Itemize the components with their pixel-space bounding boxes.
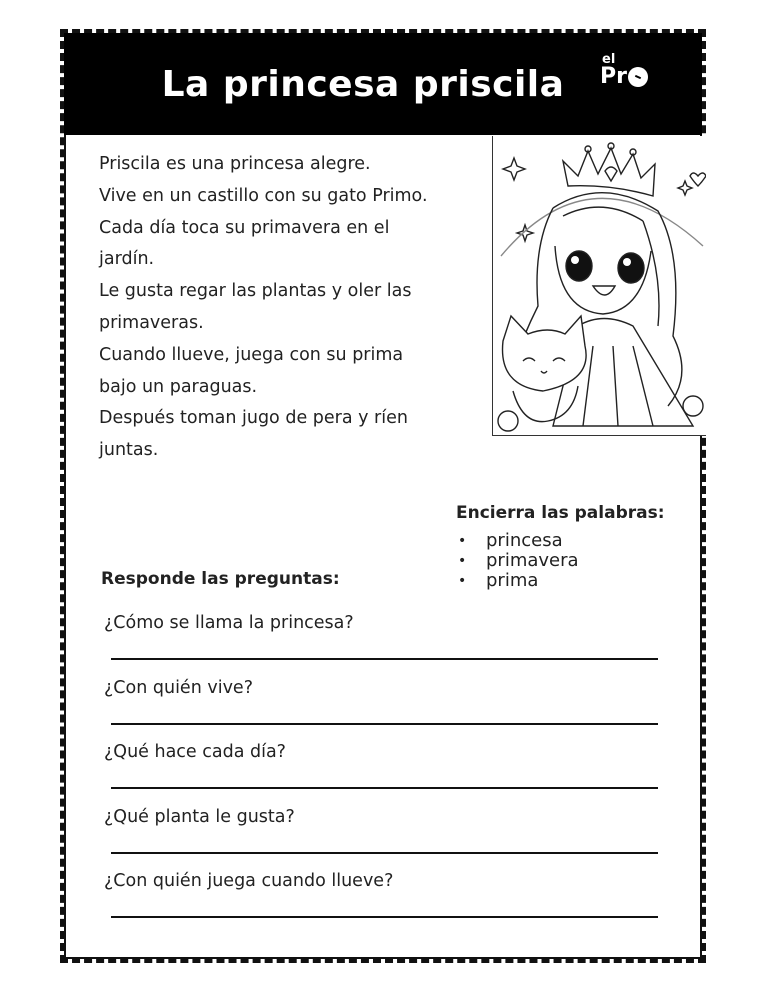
question-text: ¿Con quién vive? xyxy=(104,677,253,698)
answer-line[interactable] xyxy=(111,658,658,660)
question-item xyxy=(104,678,664,743)
brand-logo xyxy=(600,53,648,88)
question-text: ¿Qué planta le gusta? xyxy=(104,806,295,827)
story-line: primaveras. xyxy=(99,312,204,333)
page-title: La princesa priscila xyxy=(161,63,565,105)
question-text: ¿Cómo se llama la princesa? xyxy=(104,613,354,633)
princess-with-cat-icon xyxy=(493,136,706,436)
answer-line[interactable] xyxy=(111,852,658,854)
answer-line[interactable] xyxy=(111,723,658,725)
story-line: Vive en un castillo con su gato Primo. xyxy=(99,185,428,206)
word: prima xyxy=(486,570,539,591)
question-text: ¿Con quién juega cuando llueve? xyxy=(104,871,394,891)
list-item xyxy=(456,531,696,551)
questions-label: Responde las preguntas: xyxy=(101,569,340,589)
story-line: Después toman jugo de pera y ríen xyxy=(99,408,408,429)
princess-illustration xyxy=(492,136,706,436)
story-line: Cada día toca su primavera en el xyxy=(99,217,390,238)
bullet-icon: • xyxy=(458,553,467,569)
circle-words-list xyxy=(456,531,696,591)
logo-main-text: Pr xyxy=(600,64,627,89)
story-line: juntas. xyxy=(99,440,159,461)
question-text: ¿Qué hace cada día? xyxy=(104,742,286,762)
list-item xyxy=(456,571,696,591)
logo-top-text: el xyxy=(602,52,616,67)
question-item xyxy=(104,807,664,872)
bullet-icon: • xyxy=(458,533,467,549)
title-banner xyxy=(64,33,702,135)
story-line: bajo un paraguas. xyxy=(99,376,258,397)
bullet-icon: • xyxy=(458,573,467,589)
word: primavera xyxy=(486,550,579,571)
story-line: jardín. xyxy=(99,249,155,270)
circle-words-label: Encierra las palabras: xyxy=(456,503,665,523)
question-item xyxy=(104,742,664,807)
question-item xyxy=(104,613,664,678)
questions-list xyxy=(104,613,664,936)
worksheet-frame xyxy=(60,29,706,963)
story-line: Cuando llueve, juega con su prima xyxy=(99,344,404,365)
question-item xyxy=(104,871,664,936)
story-line: Priscila es una princesa alegre. xyxy=(99,154,371,174)
answer-line[interactable] xyxy=(111,916,658,918)
word: princesa xyxy=(486,530,563,551)
story-line: Le gusta regar las plantas y oler las xyxy=(99,281,412,302)
logo-circle-icon xyxy=(628,67,648,87)
story-text xyxy=(99,149,479,467)
answer-line[interactable] xyxy=(111,787,658,789)
circle-words-section xyxy=(456,503,696,591)
list-item xyxy=(456,551,696,571)
